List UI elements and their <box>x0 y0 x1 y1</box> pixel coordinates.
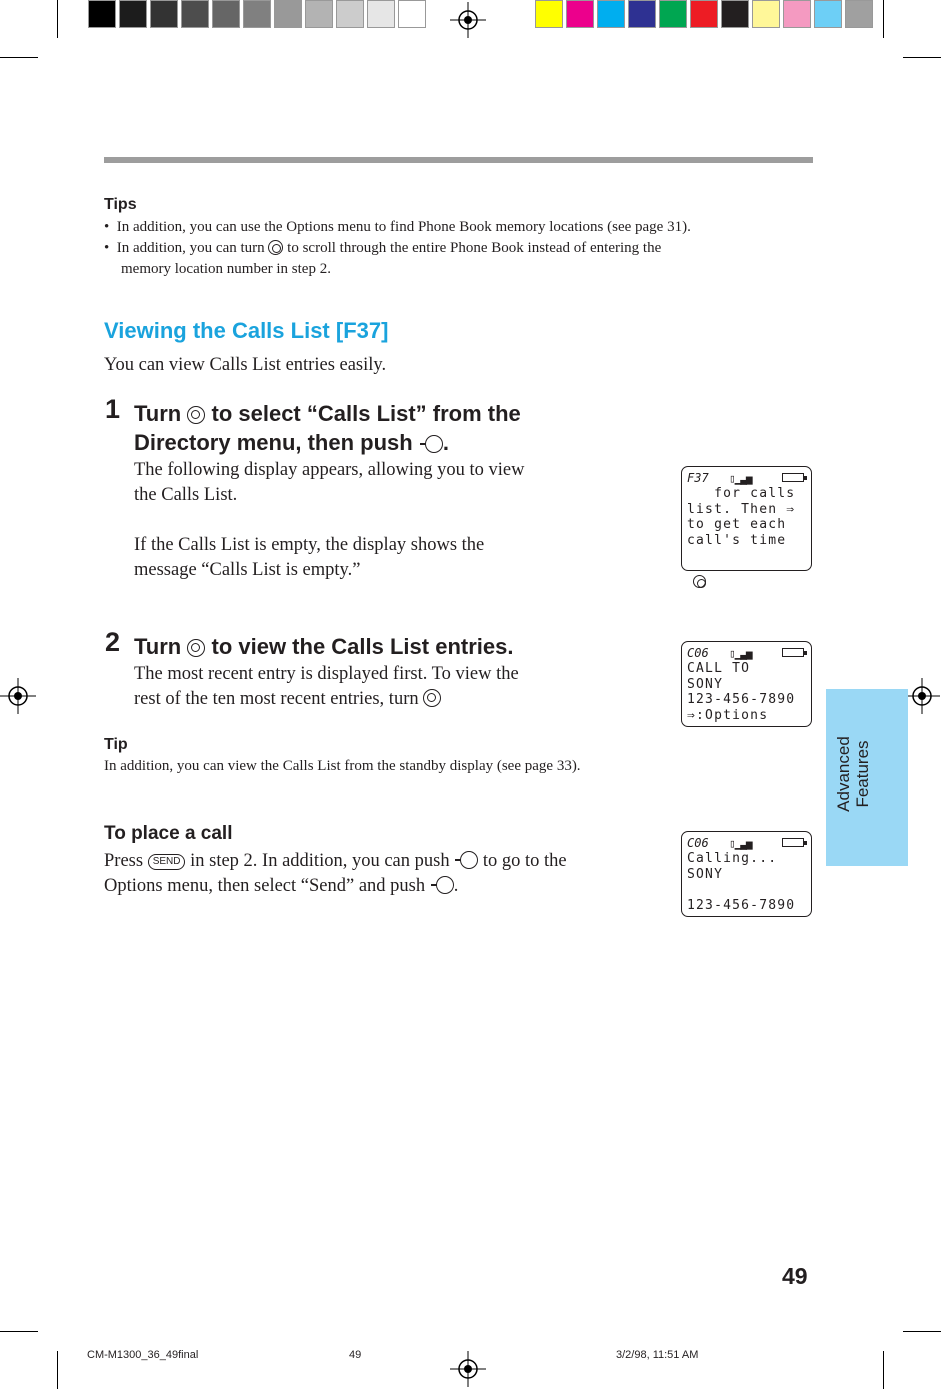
place-call-text: Press <box>104 851 144 871</box>
jog-dial-icon <box>187 406 205 424</box>
bullet-dot: • <box>104 240 117 256</box>
lcd-line: ⇒:Options <box>687 707 769 723</box>
push-dial-icon <box>425 435 443 453</box>
color-swatch <box>566 0 594 28</box>
jog-dial-icon <box>268 240 283 255</box>
footer-filename: CM-M1300_36_49final <box>87 1349 199 1361</box>
color-swatch <box>628 0 656 28</box>
color-swatch <box>367 0 395 28</box>
battery-icon <box>782 838 804 847</box>
crop-mark <box>57 1351 58 1389</box>
step-1-heading-c: Directory menu, then push <box>134 430 413 455</box>
bullet-dot: • <box>104 219 117 235</box>
step-1-body-line: If the Calls List is empty, the display shows the <box>134 535 485 555</box>
color-swatch <box>119 0 147 28</box>
footer-page: 49 <box>349 1349 362 1361</box>
step-2-body-line: The most recent entry is displayed first. To view the <box>134 664 519 684</box>
jog-dial-icon <box>693 575 706 588</box>
jog-dial-icon <box>423 689 441 707</box>
step-1-heading <box>134 399 654 457</box>
lcd-line <box>687 882 807 898</box>
color-swatch <box>535 0 563 28</box>
lcd-line: SONY <box>687 676 724 692</box>
registration-mark-icon <box>0 678 36 714</box>
place-call-text: Options menu, then select “Send” and push <box>104 876 426 896</box>
place-call-title: To place a call <box>104 823 233 844</box>
color-swatch <box>721 0 749 28</box>
step-1-number: 1 <box>105 394 121 424</box>
header-rule <box>104 157 813 163</box>
color-swatch <box>690 0 718 28</box>
tips-bullet-2-text-b: to scroll through the entire Phone Book instead of entering the <box>287 240 662 256</box>
lcd-menu-code: C06 <box>687 836 709 850</box>
gray-color-bar <box>88 0 429 28</box>
side-tab-label <box>834 699 872 849</box>
crop-mark <box>883 0 884 38</box>
lcd-line: call's time <box>687 532 787 548</box>
lcd-display-c06-calls <box>681 641 812 727</box>
signal-icon: ▯▁▃▅ <box>729 647 752 660</box>
section-title: Viewing the Calls List [F37] <box>104 318 389 343</box>
footer-date: 3/2/98, 11:51 AM <box>616 1349 699 1361</box>
tips-title: Tips <box>104 196 137 213</box>
lcd-display-c06-calling <box>681 831 812 917</box>
place-call-body <box>104 849 644 899</box>
color-swatch <box>243 0 271 28</box>
step-2-heading-b: to view the Calls List entries. <box>211 634 514 659</box>
lcd-menu-code: F37 <box>687 471 709 485</box>
tip-title: Tip <box>104 736 128 753</box>
step-1-body-line: The following display appears, allowing you to view <box>134 460 525 480</box>
color-swatch <box>305 0 333 28</box>
lcd-line: CALL TO <box>687 661 751 676</box>
signal-icon: ▯▁▃▅ <box>729 472 752 485</box>
tips-bullet-1-text: In addition, you can use the Options menu to find Phone Book memory locations (see page 31). <box>116 219 691 235</box>
step-1-body <box>134 458 524 583</box>
lcd-line: for calls <box>687 486 796 501</box>
place-call-text: . <box>453 876 459 896</box>
color-swatch <box>181 0 209 28</box>
side-tab-line: Features <box>853 740 872 808</box>
crop-mark <box>903 1331 941 1332</box>
lcd-line: 123-456-7890 <box>687 692 796 708</box>
lcd-status-bar <box>687 836 807 851</box>
lcd-line: 123-456-7890 <box>687 897 796 913</box>
color-swatch <box>274 0 302 28</box>
lcd-line: Calling... <box>687 851 778 866</box>
side-tab-advanced-features <box>826 689 908 866</box>
color-swatch <box>752 0 780 28</box>
page-number: 49 <box>782 1263 808 1289</box>
push-dial-icon <box>436 876 454 894</box>
lcd-display-f37 <box>681 466 812 571</box>
lcd-line: to get each <box>687 517 787 533</box>
battery-icon <box>782 648 804 657</box>
color-swatch <box>783 0 811 28</box>
tips-bullet-2-cont: memory location number in step 2. <box>121 261 331 277</box>
tip-text: In addition, you can view the Calls List from the standby display (see page 33). <box>104 758 581 774</box>
push-dial-icon <box>460 851 478 869</box>
step-1-heading-a: Turn <box>134 401 182 426</box>
step-2-heading <box>134 632 513 661</box>
color-swatch <box>336 0 364 28</box>
send-key-icon: SEND <box>148 854 186 870</box>
lcd-status-bar <box>687 646 807 661</box>
step-2-body-line: rest of the ten most recent entries, turn <box>134 689 419 709</box>
step-2-number: 2 <box>105 627 121 657</box>
lcd-menu-code: C06 <box>687 646 709 660</box>
step-1-body-line: message “Calls List is empty.” <box>134 560 361 580</box>
step-1-heading-b: to select “Calls List” from the <box>211 401 521 426</box>
battery-icon <box>782 473 804 482</box>
crop-mark <box>57 0 58 38</box>
color-swatch <box>659 0 687 28</box>
crop-mark <box>903 57 941 58</box>
registration-mark-icon <box>450 1351 486 1387</box>
side-tab-line: Advanced <box>834 736 853 812</box>
crop-mark <box>0 1331 38 1332</box>
jog-dial-icon <box>187 639 205 657</box>
color-swatch <box>212 0 240 28</box>
step-2-body <box>134 662 519 712</box>
color-swatch <box>845 0 873 28</box>
crop-mark <box>883 1351 884 1389</box>
tips-bullet-2-text-a: In addition, you can turn <box>116 240 265 256</box>
color-swatch <box>814 0 842 28</box>
registration-mark-icon <box>450 2 486 38</box>
color-swatch <box>597 0 625 28</box>
lcd-status-bar <box>687 471 807 486</box>
color-swatch <box>150 0 178 28</box>
color-swatch <box>398 0 426 28</box>
tips-bullet-1 <box>104 217 824 238</box>
crop-mark <box>0 57 38 58</box>
step-1-body-line: the Calls List. <box>134 485 238 505</box>
tips-bullet-2 <box>104 238 824 259</box>
place-call-text: in step 2. In addition, you can push <box>190 851 450 871</box>
lcd-line: SONY <box>687 866 724 882</box>
lcd-line: list. Then ⇒ <box>687 501 796 517</box>
step-2-heading-a: Turn <box>134 634 182 659</box>
signal-icon: ▯▁▃▅ <box>729 837 752 850</box>
color-bar <box>535 0 876 28</box>
step-1-heading-d: . <box>442 430 449 455</box>
color-swatch <box>88 0 116 28</box>
registration-mark-icon <box>904 678 940 714</box>
place-call-text: to go to the <box>482 851 567 871</box>
section-intro: You can view Calls List entries easily. <box>104 355 387 375</box>
